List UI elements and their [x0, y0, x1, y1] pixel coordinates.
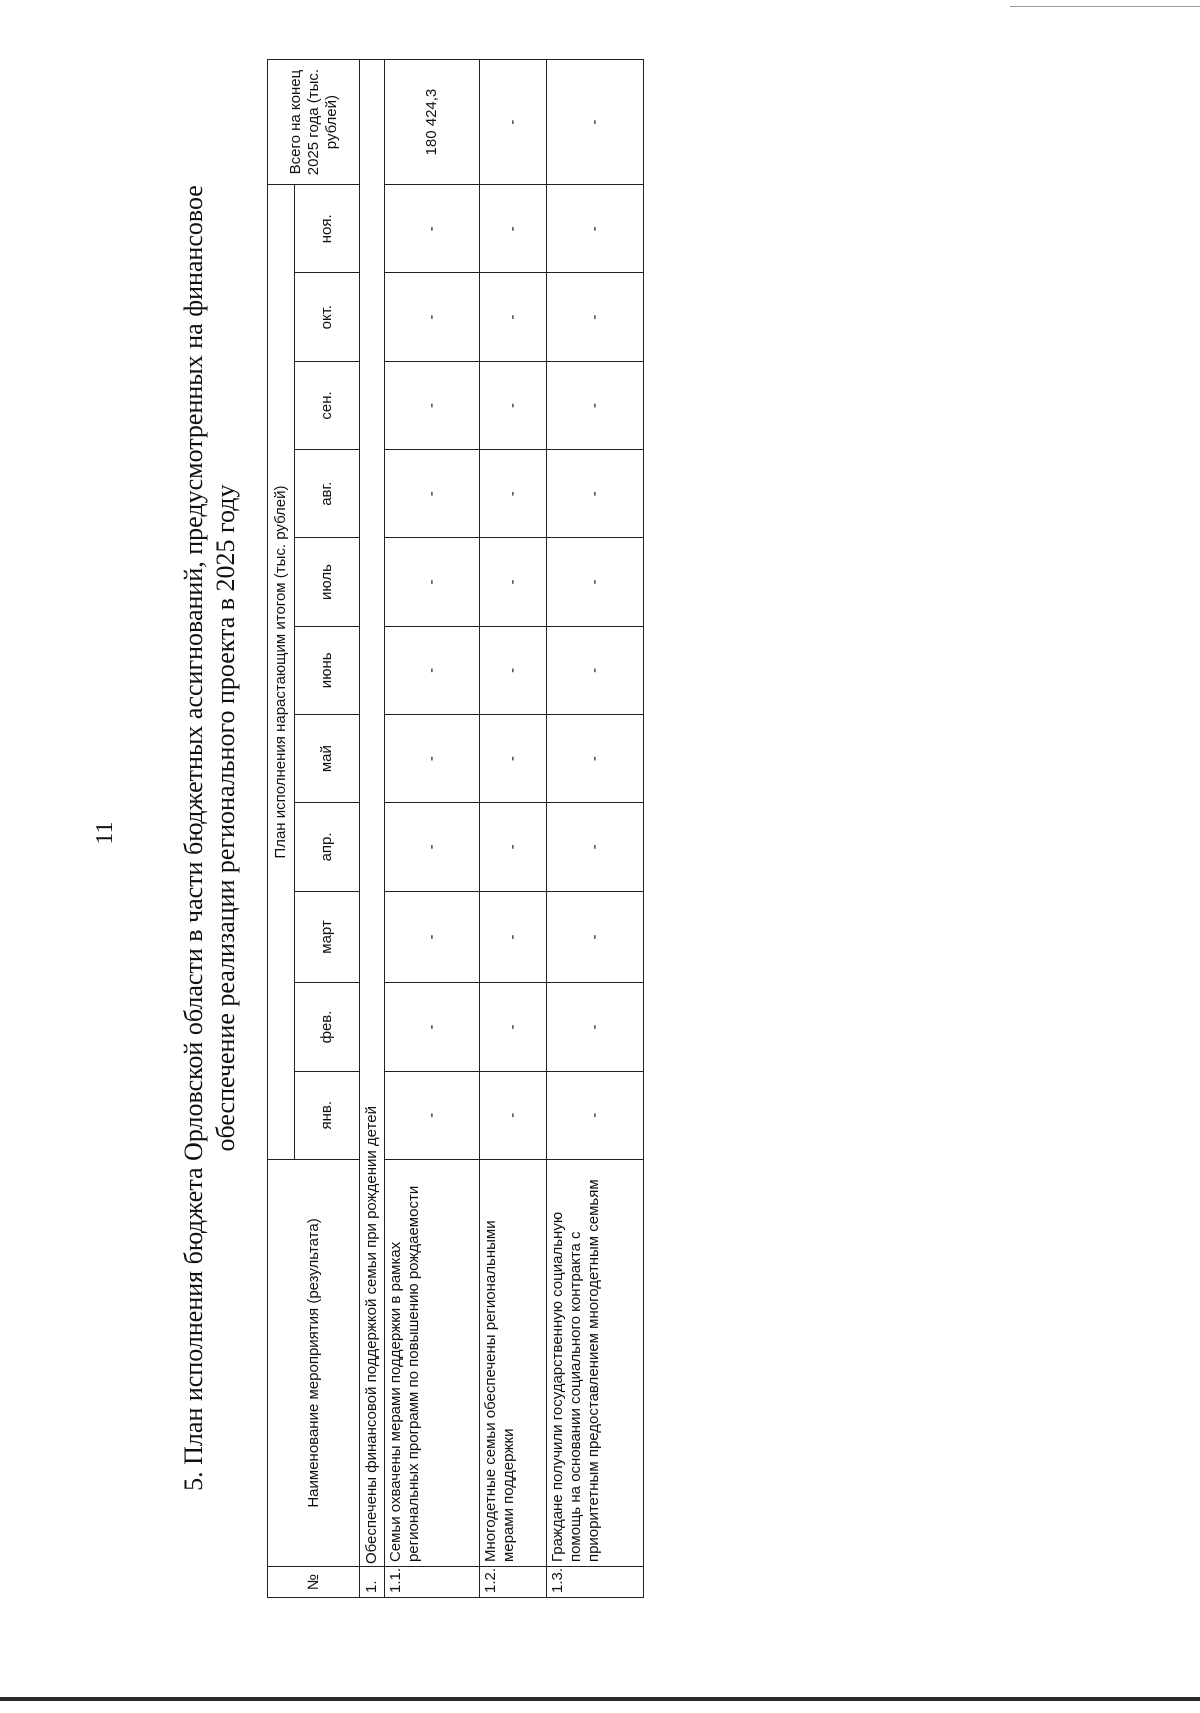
row-month-value: - [385, 626, 480, 714]
row-name: Многодетные семьи обеспечены региональными мерами поддержки [480, 1159, 547, 1566]
header-name: Наименование мероприятия (результата) [268, 1159, 360, 1566]
budget-plan-table [267, 59, 644, 1598]
header-month: апр. [295, 803, 360, 891]
document-title [178, 108, 242, 1568]
header-month: июнь [295, 626, 360, 714]
row-month-value: - [547, 361, 644, 449]
header-total: Всего на конец 2025 года (тыс. рублей) [268, 60, 360, 185]
header-month: авг. [295, 450, 360, 538]
header-month: окт. [295, 273, 360, 361]
header-month: янв. [295, 1071, 360, 1159]
row-month-value: - [547, 983, 644, 1071]
row-month-value: - [480, 361, 547, 449]
document-title-line-1: 5. План исполнения бюджета Орловской области в части бюджетных ассигнований, предусмотренных на финансовое [179, 185, 208, 1491]
row-month-value: - [547, 714, 644, 802]
row-num: 1.1. [385, 1567, 480, 1598]
row-month-value: - [480, 626, 547, 714]
row-month-value: - [385, 361, 480, 449]
header-num: № [268, 1567, 360, 1598]
page-number: 11 [92, 821, 118, 845]
header-plan-group: План исполнения нарастающим итогом (тыс. рублей) [268, 185, 295, 1160]
row-num: 1.3. [547, 1567, 644, 1598]
row-month-value: - [385, 1071, 480, 1159]
row-month-value: - [385, 450, 480, 538]
row-month-value: - [480, 273, 547, 361]
row-month-value: - [385, 983, 480, 1071]
row-month-value: - [385, 273, 480, 361]
row-month-value: - [480, 983, 547, 1071]
row-month-value: - [480, 538, 547, 626]
row-month-value: - [547, 891, 644, 983]
document-title-line-2: обеспечение реализации регионального проекта в 2025 году [211, 484, 240, 1152]
section-num: 1. [360, 1567, 385, 1598]
row-month-value: - [480, 803, 547, 891]
row-total-value: - [547, 60, 644, 185]
row-month-value: - [547, 538, 644, 626]
section-row [360, 60, 385, 1598]
row-month-value: - [480, 450, 547, 538]
header-month: сен. [295, 361, 360, 449]
table-row [547, 60, 644, 1598]
row-month-value: - [547, 626, 644, 714]
row-month-value: - [480, 185, 547, 273]
header-month: ноя. [295, 185, 360, 273]
row-total-value: 180 424,3 [385, 60, 480, 185]
row-month-value: - [480, 714, 547, 802]
header-month: май [295, 714, 360, 802]
table-row [480, 60, 547, 1598]
row-month-value: - [385, 803, 480, 891]
header-month: фев. [295, 983, 360, 1071]
row-month-value: - [385, 714, 480, 802]
row-month-value: - [547, 803, 644, 891]
row-month-value: - [547, 1071, 644, 1159]
row-month-value: - [385, 891, 480, 983]
row-month-value: - [547, 450, 644, 538]
header-month: июль [295, 538, 360, 626]
row-name: Семьи охвачены мерами поддержки в рамках региональных программ по повышению рождаемости [385, 1159, 480, 1566]
row-month-value: - [547, 273, 644, 361]
row-month-value: - [385, 538, 480, 626]
table-header-row [268, 60, 295, 1598]
row-month-value: - [480, 891, 547, 983]
row-name: Граждане получили государственную социальную помощь на основании социального контракта с приоритетным предоставлением многодетным семьям [547, 1159, 644, 1566]
row-month-value: - [480, 1071, 547, 1159]
table-row [385, 60, 480, 1598]
row-total-value: - [480, 60, 547, 185]
header-month: март [295, 891, 360, 983]
row-month-value: - [385, 185, 480, 273]
section-title: Обеспечены финансовой поддержкой семьи при рождении детей [360, 60, 385, 1567]
row-month-value: - [547, 185, 644, 273]
row-num: 1.2. [480, 1567, 547, 1598]
